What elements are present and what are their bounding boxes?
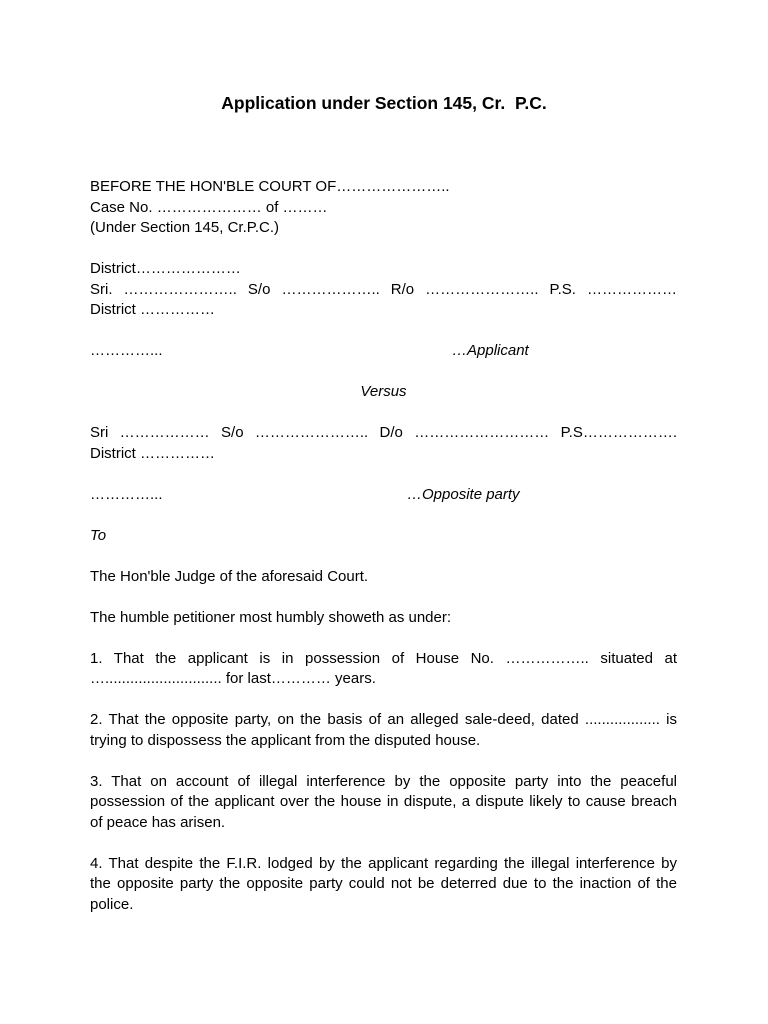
- paragraph-3: [90, 772, 677, 834]
- paragraph-line: possession of the applicant over the house in dispute, a dispute likely to cause breach: [90, 793, 677, 810]
- opposite-party-label: …Opposite party: [407, 485, 520, 503]
- section-line: (Under Section 145, Cr.P.C.): [90, 219, 279, 236]
- document-body: [90, 177, 677, 936]
- opposite-party-row: [90, 485, 677, 506]
- case-number-line: Case No. ………………… of ………: [90, 198, 328, 216]
- paragraph-line: trying to dispossess the applicant from the disputed house.: [90, 731, 481, 749]
- paragraph-1: [90, 649, 677, 690]
- applicant-details: [90, 259, 677, 321]
- paragraph-line: 1. That the applicant is in possession of House No. …………….. situated at: [90, 649, 677, 667]
- applicant-label: …Applicant: [452, 342, 529, 359]
- paragraph-line: 4. That despite the F.I.R. lodged by the applicant regarding the illegal interference by: [90, 854, 677, 872]
- preamble-line: The humble petitioner most humbly showeth as under:: [90, 608, 452, 626]
- applicant-district-line-2: District ……………: [90, 301, 215, 318]
- opposite-party-details-line: Sri ……………… S/o ………………….. D/o ……………………… P.S……………….: [90, 424, 677, 441]
- paragraph-line: 2. That the opposite party, on the basis of an alleged sale-deed, dated .................. is: [90, 711, 677, 728]
- document-title: Application under Section 145, Cr. P.C.: [221, 93, 547, 113]
- paragraph-line: the opposite party the opposite party could not be deterred due to the inaction of the: [90, 875, 677, 892]
- addressee-line: The Hon'ble Judge of the aforesaid Court.: [90, 567, 369, 585]
- applicant-district-line: District…………………: [90, 260, 241, 277]
- applicant-row: [90, 341, 677, 362]
- opposite-party-district-line: District ……………: [90, 444, 215, 462]
- opposite-party-name-blank: …………...: [90, 485, 163, 503]
- applicant-name-blank: …………...: [90, 342, 163, 359]
- paragraph-line: 3. That on account of illegal interference by the opposite party into the peaceful: [90, 772, 677, 790]
- court-heading: [90, 177, 677, 239]
- paragraph-2: [90, 710, 677, 751]
- applicant-details-line: Sri. ………………….. S/o ……………….. R/o ………………….. P.S. ………………: [90, 280, 677, 298]
- to-label: To: [90, 526, 107, 544]
- paragraph-line: police.: [90, 895, 134, 913]
- versus-label: Versus: [360, 383, 407, 400]
- court-line: BEFORE THE HON'BLE COURT OF…………………..: [90, 178, 450, 195]
- paragraph-line: …............................ for last………… years.: [90, 670, 376, 687]
- paragraph-4: [90, 854, 677, 916]
- opposite-party-details: [90, 423, 677, 464]
- paragraph-line: of peace has arisen.: [90, 813, 226, 831]
